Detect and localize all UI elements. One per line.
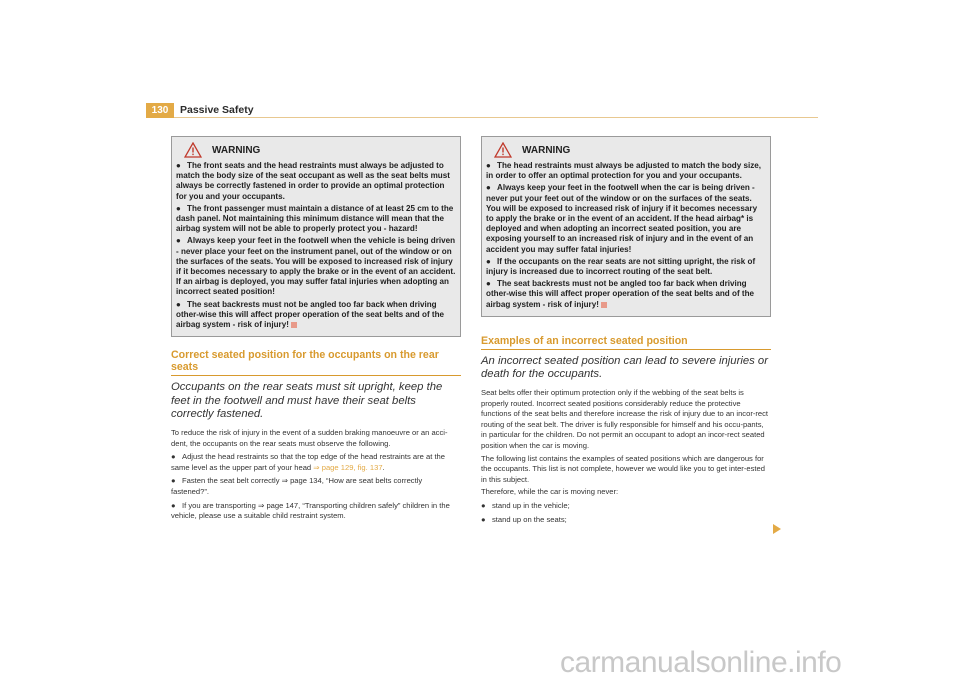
warning-item: ● The seat backrests must not be angled too far back when driving other-wise this will affect proper operation of the seat belts and of the airbag system - risk of injury! (176, 299, 445, 330)
list-item: ● stand up on the seats; (481, 514, 567, 524)
watermark: carmanualsonline.info (560, 646, 842, 679)
warning-item: ● The front seats and the head restraints must always be adjusted to match the body size of the seat occupant as well as the seat belts must always be correctly fastened in order to provide an optimal protection for you and your occupants. (176, 161, 450, 201)
warning-header (176, 141, 456, 159)
warning-item: ● If the occupants on the rear seats are not sitting upright, the risk of injury is increased due to incorrect routing of the seat belt. (486, 256, 756, 277)
warning-text: If the occupants on the rear seats are not sitting upright, the risk of injury is increased due to incorrect routing of the seat belt. (486, 256, 756, 277)
warning-text: The front seats and the head restraints must always be adjusted to match the body size of the seat occupant as well as the seat belts must always be correctly fastened in order to provide an optimal protection for you and your occupants. (176, 161, 450, 201)
chapter-title: Passive Safety (180, 104, 254, 116)
body-paragraph: The following list contains the examples of seated positions which are dangerous for the occupants. This list is not complete, however we would like you to get inter-ested in this subject. (481, 453, 765, 484)
page-reference-link[interactable]: ⇒ page 129, fig. 137 (313, 462, 383, 472)
section-intro: An incorrect seated position can lead to severe injuries or death for the occupants. (481, 354, 768, 381)
warning-title: WARNING (522, 144, 571, 156)
body-paragraph: Seat belts offer their optimum protection only if the webbing of the seat belts is properly routed. Incorrect seated positions considerably reduce the protective functions of the seat belts and therefore increase the risk of injury due to an incor-rect routing of the seat belt. The driver is fully responsible for himself and his occu-pants, in particular for the children. Do not permit an occupant to adopt an incor-rect seated position when the car is moving. (481, 388, 769, 450)
list-item: ● Adjust the head restraints so that the top edge of the head restraints are at the same level as the upper part of your head ⇒ page 129, fig. 137. (171, 452, 445, 472)
end-of-section-marker (601, 302, 607, 308)
section-title: Examples of an incorrect seated position (481, 335, 771, 350)
list-item: ● If you are transporting ⇒ page 147, “Transporting children safely” children in the vehicle, please use a suitable child restraint system. (171, 500, 450, 521)
warning-text: The front passenger must maintain a distance of at least 25 cm to the dash panel. Not maintaining this minimum distance will mean that the airbag system will not be able to properly protect you - hazard! (176, 203, 454, 234)
warning-box-left (171, 136, 461, 337)
warning-text: The head restraints must always be adjusted to match the body size, in order to offer an optimal protection for you and your occupants. (486, 161, 762, 181)
body-paragraph: Therefore, while the car is moving never: (481, 487, 619, 497)
end-of-section-marker (291, 322, 297, 328)
warning-item: ● The front passenger must maintain a distance of at least 25 cm to the dash panel. Not maintaining this minimum distance will mean that the airbag system will not be able to properly protect you - hazard! (176, 203, 454, 234)
warning-text: Always keep your feet in the footwell when the vehicle is being driven - never place your feet on the instrument panel, out of the window or on the surfaces of the seats. You will be exposed to increased risk of injury if it becomes necessary to apply the brake or in the event of an accident. If an airbag is deployed, you may suffer fatal injuries when adopting an incorrect seated position! (176, 236, 456, 297)
warning-triangle-icon (494, 142, 512, 158)
warning-box-right (481, 136, 771, 317)
warning-item: ● The seat backrests must not be angled too far back when driving other-wise this will affect proper operation of the seat belts and of the airbag system - risk of injury! (486, 279, 755, 309)
list-item: ● stand up in the vehicle; (481, 500, 570, 510)
warning-title: WARNING (212, 144, 261, 156)
page-number: 130 (146, 103, 174, 118)
section-intro: Occupants on the rear seats must sit upright, keep the feet in the footwell and must have their seat belts correctly fastened. (171, 381, 443, 421)
header-divider (174, 117, 818, 118)
warning-item: ● Always keep your feet in the footwell when the vehicle is being driven - never place your feet on the instrument panel, out of the window or on the surfaces of the seats. You will be exposed to increased risk of injury if it becomes necessary to apply the brake or in the event of an accident. If an airbag is deployed, you may suffer fatal injuries when adopting an incorrect seated position! (176, 236, 456, 297)
left-column (171, 136, 461, 522)
warning-triangle-icon (184, 142, 202, 158)
warning-item: ● Always keep your feet in the footwell when the car is being driven - never put your feet out of the window or on the surfaces of the seats. You will be exposed to increased risk of injury if it becomes necessary to apply the brake or in the event of an accident. If the head airbag* is deployed and when adopting an incorrect seated position, you are exposing yourself to an increased risk of injury and in the event of an accident you may suffer fatal injuries! (486, 183, 758, 254)
warning-text: The seat backrests must not be angled too far back when driving other-wise this will affect proper operation of the seat belts and of the airbag system - risk of injury! (486, 279, 755, 309)
next-page-arrow-icon[interactable] (773, 524, 781, 534)
warning-item: ● The head restraints must always be adjusted to match the body size, in order to offer an optimal protection for you and your occupants. (486, 161, 762, 181)
right-column (481, 136, 771, 525)
body-paragraph: To reduce the risk of injury in the event of a sudden braking manoeuvre or an acci-dent, the occupants on the rear seats must observe the following. (171, 428, 448, 448)
list-item: ● Fasten the seat belt correctly ⇒ page 134, “How are seat belts correctly fastened?”. (171, 476, 423, 496)
warning-header (486, 141, 766, 159)
warning-text: The seat backrests must not be angled too far back when driving other-wise this will affect proper operation of the seat belts and of the airbag system - risk of injury! (176, 299, 445, 330)
section-title: Correct seated position for the occupants on the rear seats (171, 349, 461, 376)
warning-text: Always keep your feet in the footwell when the car is being driven - never put your feet out of the window or on the surfaces of the seats. You will be exposed to increased risk of injury if it becomes necessary to apply the brake or in the event of an accident. If the head airbag* is deployed and when adopting an incorrect seated position, you are exposing yourself to an increased risk of injury and in the event of an accident you may suffer fatal injuries! (486, 183, 758, 254)
